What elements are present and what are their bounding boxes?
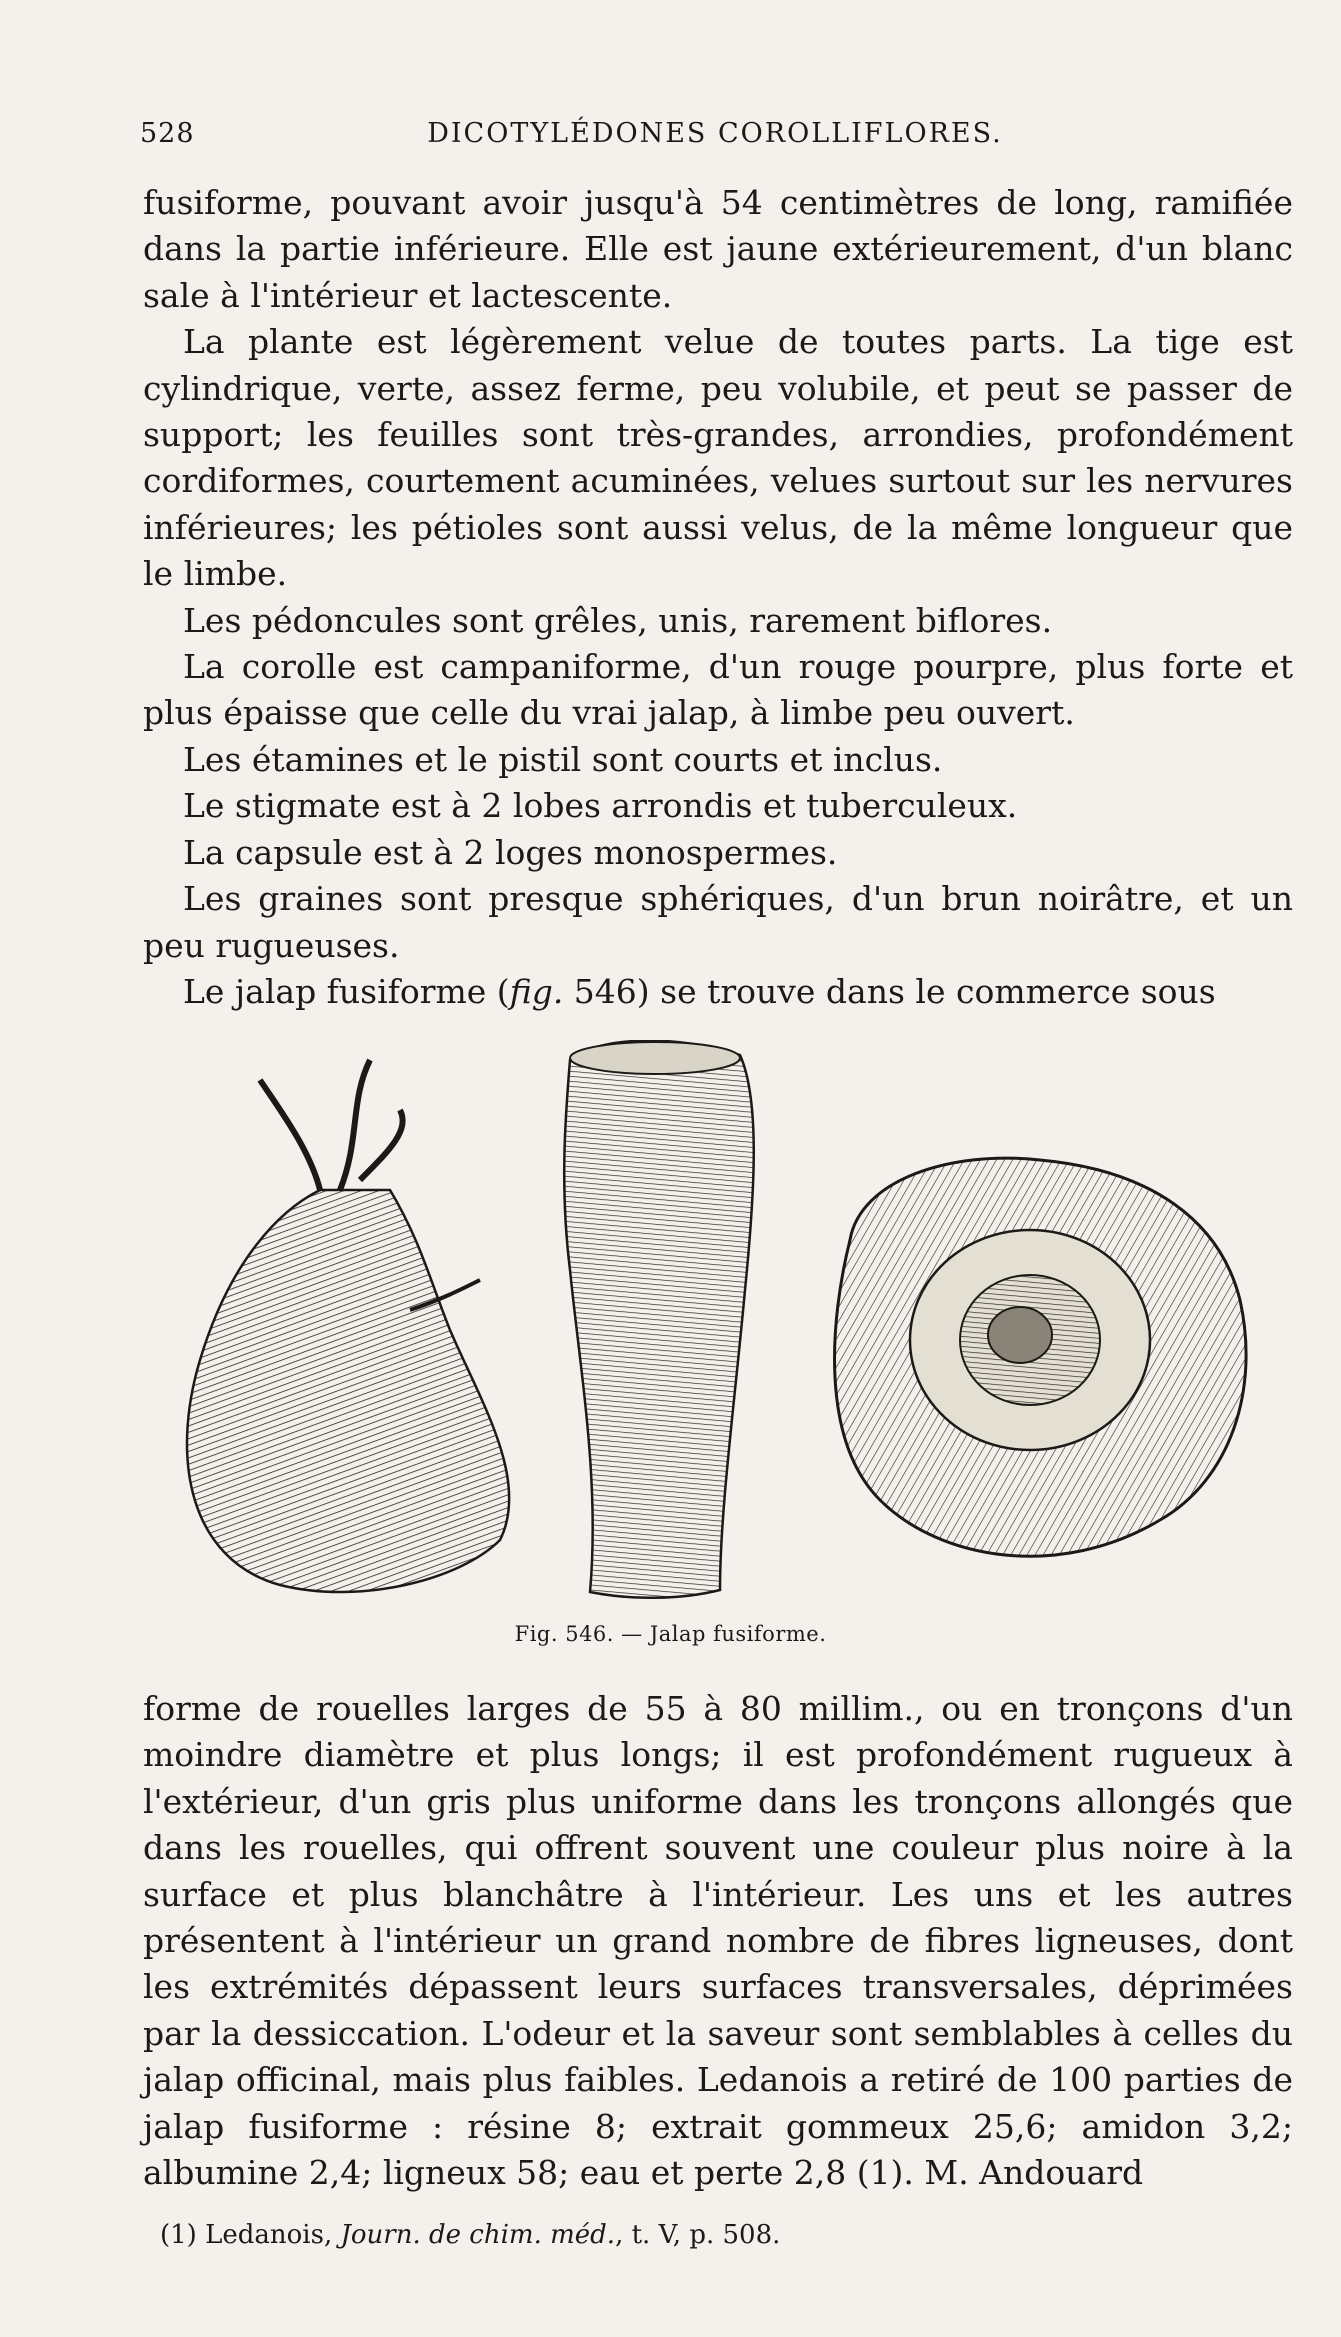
paragraph: Les graines sont presque sphériques, d'un brun noirâtre, et un peu rugueuses. [143, 879, 1293, 965]
text-run: 546) se trouve dans le commerce sous [563, 971, 1216, 1011]
footnote-journal: Journ. de chim. méd. [340, 2220, 616, 2250]
paragraph-figure-ref [143, 969, 1293, 1015]
paragraph: Les pédoncules sont grêles, unis, rarement biflores. [183, 600, 1053, 640]
root-segment-drawing [564, 1041, 754, 1598]
running-title: DICOTYLÉDONES COROLLIFLORES. [427, 118, 1003, 149]
paragraph: Les étamines et le pistil sont courts et inclus. [183, 739, 943, 779]
paragraph: forme de rouelles larges de 55 à 80 millim., ou en tronçons d'un moindre diamètre et plus longs; il est profondément rugueux à l'extérieur, d'un gris plus uniforme dans les tronçons allongés que dans les rouelles, qui offrent souvent une couleur plus noire à la surface et plus blanchâtre à l'intérieur. Les uns et les autres présentent à l'intérieur un grand nombre de fibres ligneuses, dont les extrémités dépassent leurs surfaces transversales, déprimées par la dessiccation. L'odeur et la saveur sont semblables à celles du jalap officinal, mais plus faibles. Ledanois a retiré de 100 parties de jalap fusiforme : résine 8; extrait gommeux 25,6; amidon 3,2; albumine 2,4; ligneux 58; eau et perte 2,8 (1). M. Andouard [143, 1689, 1293, 2193]
paragraph: fusiforme, pouvant avoir jusqu'à 54 centimètres de long, ramifiée dans la partie inférieure. Elle est jaune extérieurement, d'un blanc sale à l'intérieur et lactescente. [143, 183, 1293, 315]
running-head [140, 118, 1290, 158]
fig-ref: fig. [509, 971, 564, 1011]
paragraph: Le stigmate est à 2 lobes arrondis et tuberculeux. [183, 786, 1018, 826]
figure-caption: Fig. 546. — Jalap fusiforme. [514, 1622, 827, 1646]
root-sack-drawing [187, 1060, 509, 1592]
body-text-bottom [143, 1686, 1293, 2196]
body-text-top [143, 180, 1293, 1015]
jalap-engraving [160, 1040, 1280, 1620]
root-slice-drawing [835, 1158, 1247, 1556]
paragraph: La corolle est campaniforme, d'un rouge pourpre, plus forte et plus épaisse que celle du vrai jalap, à limbe peu ouvert. [143, 647, 1293, 733]
paragraph: La plante est légèrement velue de toutes parts. La tige est cylindrique, verte, assez ferme, peu volubile, et peut se passer de support; les feuilles sont très-grandes, arrondies, profondément cordiformes, courtement acuminées, velues surtout sur les nervures inférieures; les pétioles sont aussi velus, de la même longueur que le limbe. [143, 322, 1293, 594]
page-number: 528 [140, 118, 195, 149]
paragraph: La capsule est à 2 loges monospermes. [183, 832, 838, 872]
footnote [160, 2220, 1280, 2250]
figure-546-illustration [160, 1040, 1280, 1650]
footnote-marker: (1) Ledanois, [160, 2220, 341, 2250]
footnote-rest: , t. V, p. 508. [615, 2220, 781, 2250]
text-run: Le jalap fusiforme ( [183, 971, 510, 1011]
